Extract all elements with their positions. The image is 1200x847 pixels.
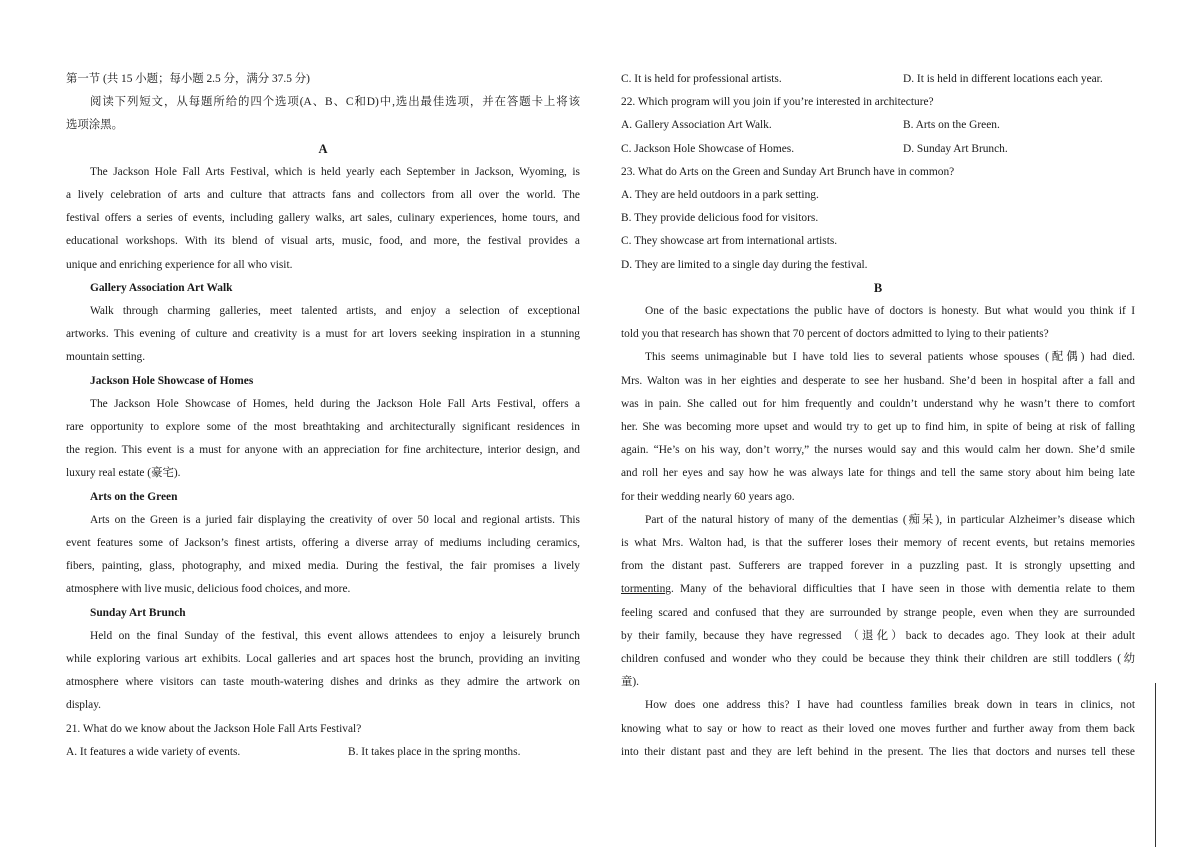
right-column	[621, 68, 1135, 764]
option-22b: B. Arts on the Green.	[903, 119, 1000, 132]
section-line: atmosphere with live music, delicious food choices, and more.	[66, 583, 351, 596]
passage-b-line: 童).	[621, 676, 640, 689]
option-23c: C. They showcase art from international artists.	[621, 235, 838, 248]
section-title: 第一节 (共 15 小题；每小题 2.5 分，满分 37.5 分)	[66, 73, 310, 85]
passage-b-line: again. “He’s on his way, don’t worry,” the nurses would say and this would calm her down. She’d smile	[621, 444, 1135, 457]
passage-b-line: feeling scared and confused that they are surrounded by strange people, even when they are surrounded	[621, 606, 1135, 619]
margin-rule	[1155, 683, 1156, 847]
section-heading: Arts on the Green	[90, 490, 178, 503]
passage-b-line: Mrs. Walton was in her eighties and desperate to see her husband. She’d been in hospital after a fall and	[621, 374, 1135, 387]
passage-b-line: children confused and wonder who they could be because they think their children are still toddlers (幼	[621, 653, 1135, 666]
passage-b-line: for their wedding nearly 60 years ago.	[621, 490, 795, 503]
instructions-line-1: 阅读下列短文，从每题所给的四个选项(A、B、C和D)中,选出最佳选项，并在答题卡上将该	[90, 96, 580, 109]
option-22d: D. Sunday Art Brunch.	[903, 142, 1008, 155]
passage-a-intro-line: The Jackson Hole Fall Arts Festival, which is held yearly each September in Jackson, Wyoming, is	[90, 165, 580, 178]
section-line: artworks. This evening of culture and creativity is a must for art lovers seeking inspiration in a stunning	[66, 328, 580, 341]
section-line: The Jackson Hole Showcase of Homes, held during the Jackson Hole Fall Arts Festival, offers a	[90, 397, 580, 410]
section-heading: Jackson Hole Showcase of Homes	[90, 374, 254, 387]
section-line: the region. This event is a must for anyone with an appreciation for fine architecture, interior design, and	[66, 444, 580, 457]
option-23d: D. They are limited to a single day during the festival.	[621, 258, 868, 271]
passage-b-line: One of the basic expectations the public have of doctors is honesty. But what would you think if I	[645, 305, 1135, 318]
question-21-stem: 21. What do we know about the Jackson Hole Fall Arts Festival?	[66, 722, 362, 735]
section-line: rare opportunity to explore some of the most breathtaking and architecturally significant residences in	[66, 421, 580, 434]
passage-b-line: told you that research has shown that 70 percent of doctors admitted to lying to their patients?	[621, 328, 1049, 341]
passage-b-line: How does one address this? I have had countless families break down in tears in clinics, not	[645, 699, 1135, 712]
question-21-options-ab	[66, 741, 580, 764]
passage-b-line	[621, 578, 1135, 601]
passage-b-line: Part of the natural history of many of the dementias (痴呆), in particular Alzheimer’s disease which	[645, 513, 1135, 526]
option-22a: A. Gallery Association Art Walk.	[621, 119, 772, 132]
passage-b-line: knowing what to say or how to react as their loved one moves further and further away from them back	[621, 722, 1135, 735]
section-line: event features some of Jackson’s finest artists, offering a diverse array of mediums including ceramics,	[66, 537, 580, 550]
section-line: display.	[66, 699, 102, 712]
question-22-options-ab	[621, 114, 1135, 137]
option-23a: A. They are held outdoors in a park setting.	[621, 189, 819, 202]
question-22-stem: 22. Which program will you join if you’re interested in architecture?	[621, 96, 934, 109]
option-22c: C. Jackson Hole Showcase of Homes.	[621, 142, 795, 155]
instructions-line-2: 选项涂黑。	[66, 119, 123, 132]
passage-b-line: from the distant past. Sufferers are trapped forever in a puzzling past. It is strongly upsetting and	[621, 560, 1135, 573]
passage-a-label: A	[318, 141, 328, 156]
passage-b-line: her. She was becoming more upset and would try to get up to find him, in spite of being at risk of falling	[621, 421, 1135, 434]
section-heading: Gallery Association Art Walk	[90, 281, 233, 294]
question-23-stem: 23. What do Arts on the Green and Sunday Art Brunch have in common?	[621, 165, 955, 178]
passage-b-line: into their distant past and they are left behind in the present. The lies that doctors and nurses tell these	[621, 745, 1135, 758]
left-column	[66, 68, 580, 764]
option-23b: B. They provide delicious food for visitors.	[621, 212, 819, 225]
section-line: Walk through charming galleries, meet talented artists, and enjoy a selection of exceptional	[90, 305, 580, 318]
passage-b-line: This seems unimaginable but I have told lies to several patients whose spouses (配偶) had died.	[645, 351, 1135, 364]
passage-a-intro-line: educational workshops. With its blend of visual arts, music, food, and more, the festival provides a	[66, 235, 580, 248]
section-line: luxury real estate (豪宅).	[66, 467, 181, 480]
underlined-word: tormenting	[621, 583, 671, 596]
section-line: Held on the final Sunday of the festival, this event allows attendees to enjoy a leisurely brunch	[90, 629, 580, 642]
option-21a: A. It features a wide variety of events.	[66, 745, 241, 758]
passage-b-line: is what Mrs. Walton had, is that the sufferer loses their memory of recent events, but retains memories	[621, 537, 1135, 550]
option-21c: C. It is held for professional artists.	[621, 73, 782, 85]
section-line: atmosphere where visitors can taste mouth-watering dishes and drinks as they admire the artwork on	[66, 676, 580, 689]
passage-a-intro-line: a lively celebration of arts and culture that attracts fans and collectors from all over the world. The	[66, 189, 580, 202]
passage-b-label: B	[873, 280, 883, 295]
passage-b-line: by their family, because they have regressed （退化）back to decades ago. They look at their adult	[621, 629, 1135, 642]
passage-b-line: and roll her eyes and say how he was always late for things and tell the same story about him being late	[621, 467, 1135, 480]
option-21d: D. It is held in different locations each year.	[903, 73, 1103, 85]
section-line: while exploring various art exhibits. Local galleries and art spaces host the brunch, providing an inviting	[66, 653, 580, 666]
section-line: fibers, painting, glass, photography, and mixed media. During the festival, the fair promises a lively	[66, 560, 580, 573]
question-22-options-cd	[621, 138, 1135, 161]
passage-b-line: was in pain. She called out for him frequently and couldn’t understand why he wasn’t there to comfort	[621, 397, 1135, 410]
passage-a-intro-line: unique and enriching experience for all who visit.	[66, 258, 293, 271]
section-line: mountain setting.	[66, 351, 146, 364]
question-21-options-cd	[621, 68, 1135, 91]
section-heading: Sunday Art Brunch	[90, 606, 186, 619]
passage-b-text: . Many of the behavioral difficulties that I have seen in those with dementia relate to them	[670, 583, 1135, 596]
passage-a-intro-line: festival offers a series of events, including gallery walks, art sales, culinary experiences, home tours, and	[66, 212, 580, 225]
option-21b: B. It takes place in the spring months.	[348, 745, 521, 758]
section-line: Arts on the Green is a juried fair displaying the creativity of over 50 local and regional artists. This	[90, 513, 580, 526]
